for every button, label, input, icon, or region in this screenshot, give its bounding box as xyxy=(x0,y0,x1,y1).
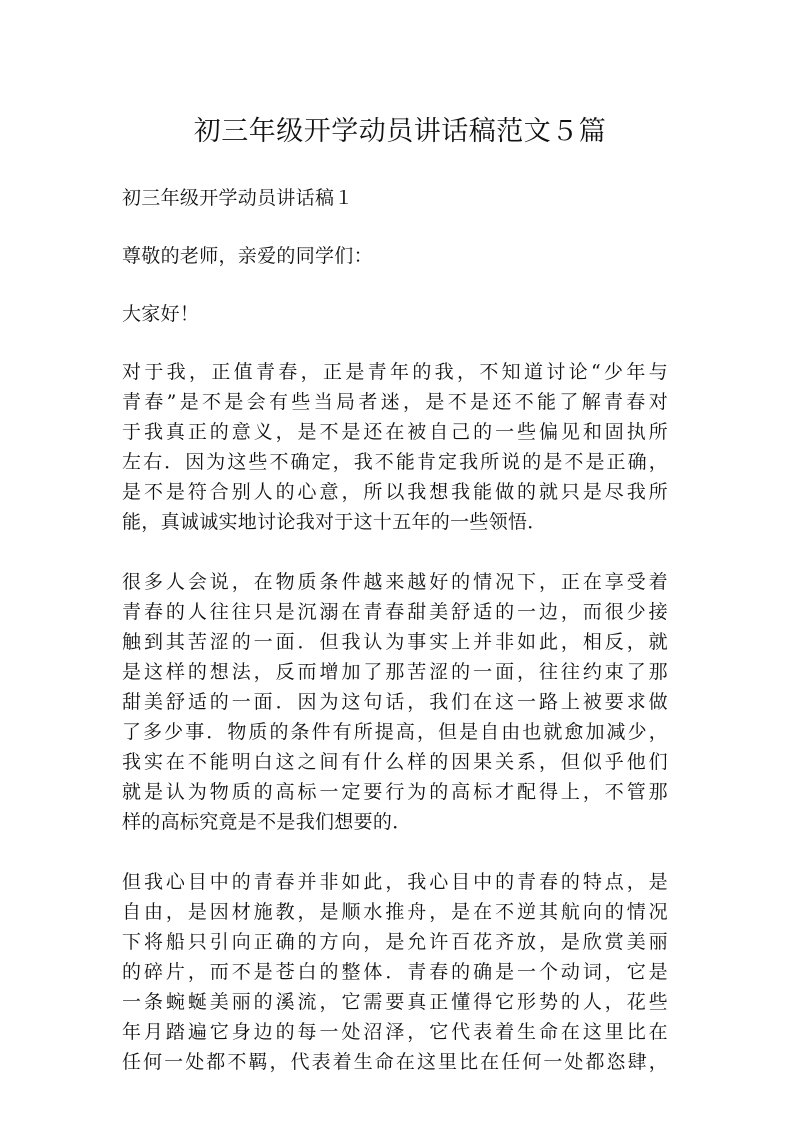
paragraph-line: 是这样的想法，反而增加了那苦涩的一面，往往约束了那 xyxy=(122,661,668,683)
paragraph-line: 了多少事．物质的条件有所提高，但是自由也就愈加减少， xyxy=(122,721,668,743)
paragraph-line: 很多人会说，在物质条件越来越好的情况下，正在享受着 xyxy=(122,571,668,593)
paragraph-line: 年月踏遍它身边的每一处沼泽，它代表着生命在这里比在 xyxy=(122,1021,668,1043)
paragraph-line: 尊敬的老师，亲爱的同学们： xyxy=(122,245,373,267)
paragraph-line: 触到其苦涩的一面．但我认为事实上并非如此，相反，就 xyxy=(122,631,668,653)
paragraph-line: 青春的人往往只是沉溺在青春甜美舒适的一边，而很少接 xyxy=(122,601,668,623)
paragraph-line: 于我真正的意义，是不是还在被自己的一些偏见和固执所 xyxy=(122,421,668,443)
section-heading xyxy=(122,183,668,213)
paragraph-line: 青春”是不是会有些当局者迷，是不是还不能了解青春对 xyxy=(122,391,668,413)
paragraph-line: 自由，是因材施教，是顺水推舟，是在不逆其航向的情况 xyxy=(122,901,668,923)
paragraph xyxy=(122,357,668,537)
paragraph-line: 的碎片，而不是苍白的整体．青春的确是一个动词，它是 xyxy=(122,961,668,983)
paragraph-line: 对于我，正值青春，正是青年的我，不知道讨论“少年与 xyxy=(122,361,668,383)
paragraph-line: 大家好！ xyxy=(122,303,200,325)
paragraph-line: 左右．因为这些不确定，我不能肯定我所说的是不是正确， xyxy=(122,451,668,473)
paragraph xyxy=(122,867,668,1077)
salutation xyxy=(122,241,668,271)
paragraph-line: 但我心目中的青春并非如此，我心目中的青春的特点，是 xyxy=(122,871,668,893)
paragraph-line: 能，真诚诚实地讨论我对于这十五年的一些领悟． xyxy=(122,511,547,533)
paragraph-line: 就是认为物质的高标一定要行为的高标才配得上，不管那 xyxy=(122,781,668,803)
paragraph xyxy=(122,567,668,837)
paragraph-line: 下将船只引向正确的方向，是允许百花齐放，是欣赏美丽 xyxy=(122,931,668,953)
greeting xyxy=(122,299,668,329)
document-body xyxy=(122,183,668,1107)
paragraph-line: 是不是符合别人的心意，所以我想我能做的就只是尽我所 xyxy=(122,481,668,503)
paragraph-line: 一条蜿蜒美丽的溪流，它需要真正懂得它形势的人，花些 xyxy=(122,991,668,1013)
paragraph-line: 甜美舒适的一面．因为这句话，我们在这一路上被要求做 xyxy=(122,691,668,713)
paragraph-line: 任何一处都不羁，代表着生命在这里比在任何一处都恣肆， xyxy=(122,1051,668,1073)
paragraph-line: 初三年级开学动员讲话稿１ xyxy=(122,187,354,209)
paragraph-line: 我实在不能明白这之间有什么样的因果关系，但似乎他们 xyxy=(122,751,668,773)
document-title: 初三年级开学动员讲话稿范文５篇 xyxy=(193,116,607,147)
paragraph-line: 样的高标究竟是不是我们想要的． xyxy=(122,811,412,833)
